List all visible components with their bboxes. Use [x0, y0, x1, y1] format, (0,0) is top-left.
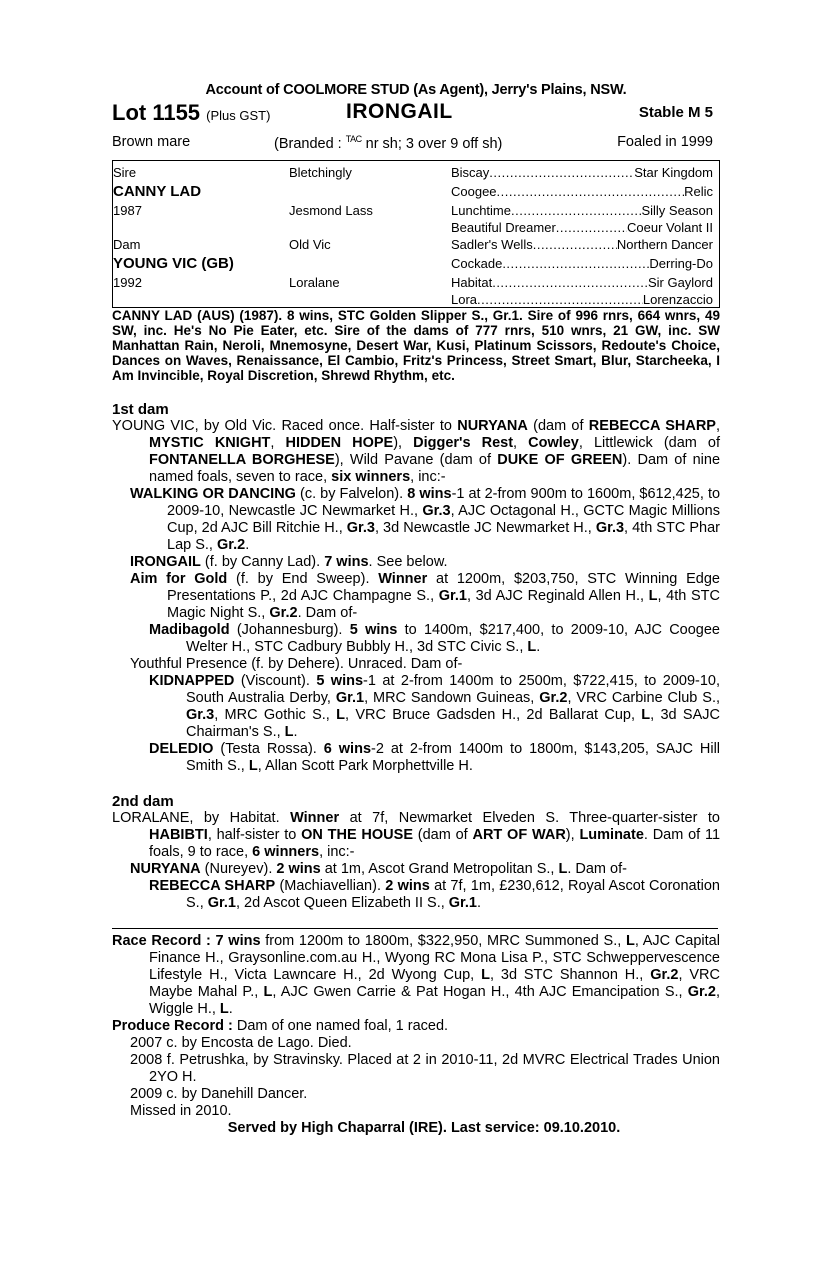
dam-name: YOUNG VIC (GB)	[113, 255, 234, 272]
brand-description	[274, 134, 502, 152]
gp-left: Coogee	[451, 184, 497, 199]
second-dam-section	[112, 793, 720, 912]
leader-dots	[511, 203, 641, 218]
grandparent-row	[451, 275, 713, 290]
gp-left: Habitat	[451, 275, 493, 290]
grandparent-row	[451, 237, 713, 252]
grandparent-row	[451, 292, 713, 307]
progeny-irongail: IRONGAIL (f. by Canny Lad). 7 wins. See below.	[130, 554, 448, 570]
catalogue-page	[112, 82, 720, 1137]
plus-gst: (Plus GST)	[206, 108, 271, 123]
sire-dam: Jesmond Lass	[289, 203, 373, 218]
produce-item: Missed in 2010.	[130, 1103, 232, 1119]
gp-left: Sadler's Wells	[451, 237, 533, 252]
vendor-account: Account of COOLMORE STUD (As Agent), Jerry's Plains, NSW.	[205, 82, 627, 98]
gp-right: Silly Season	[641, 203, 713, 218]
gp-right: Lorenzaccio	[642, 292, 713, 307]
pedigree-table	[112, 160, 720, 308]
race-record: Race Record : 7 wins from 1200m to 1800m, $322,950, MRC Summoned S., L, AJC Capital Finance H., Graysonline.com.au H., Wyong RC Mona Lisa P., STC Schweppervescence Lifestyle H., Victa Lawncare H., 2d Wyong Cup, L, 3d STC Shannon H., Gr.2, VRC Maybe Mahal P., L, AJC Gwen Carrie & Pat Hogan H., 4th AJC Emancipation S., Gr.2, Wiggle H., L.	[112, 933, 720, 1017]
dam-dam: Loralane	[289, 275, 340, 290]
dam-year: 1992	[113, 275, 142, 290]
gp-left: Beautiful Dreamer	[451, 220, 556, 235]
brand-mark: TAC	[345, 134, 362, 144]
sire-name: CANNY LAD	[113, 183, 202, 200]
progeny-madibagold: Madibagold (Johannesburg). 5 wins to 1400m, $217,400, to 2009-10, AJC Coogee Welter H., STC Cadbury Bubbly H., 3d STC Civic S., L.	[149, 622, 720, 655]
lot-number	[112, 100, 270, 126]
divider	[112, 928, 718, 929]
sire-label: Sire	[113, 165, 137, 180]
sex-colour: Brown mare	[112, 134, 191, 150]
progeny-nuryana: NURYANA (Nureyev). 2 wins at 1m, Ascot Grand Metropolitan S., L. Dam of-	[130, 861, 627, 877]
gp-right: Star Kingdom	[634, 165, 713, 180]
grandparent-row	[451, 184, 713, 199]
grandparent-row	[451, 220, 713, 235]
brand-open: (Branded :	[274, 136, 342, 152]
first-dam-section	[112, 401, 720, 775]
info-line	[112, 132, 720, 154]
grandparent-row	[451, 256, 713, 271]
produce-item: 2007 c. by Encosta de Lago. Died.	[130, 1035, 352, 1051]
gp-left: Biscay	[451, 165, 490, 180]
leader-dots	[497, 184, 685, 199]
gp-right: Derring-Do	[649, 256, 713, 271]
first-dam-intro: YOUNG VIC, by Old Vic. Raced once. Half-sister to NURYANA (dam of REBECCA SHARP, MYSTIC KNIGHT, HIDDEN HOPE), Digger's Rest, Cowley, Littlewick (dam of FONTANELLA BORGHESE), Wild Pavane (dam of DUKE OF GREEN). Dam of nine named foals, seven to race, six winners, inc:-	[112, 418, 721, 485]
gp-left: Cockade	[451, 256, 503, 271]
progeny-walking-or-dancing: WALKING OR DANCING (c. by Falvelon). 8 wins-1 at 2-from 900m to 1600m, $612,425, to 2009-10, Newcastle JC Newmarket H., Gr.3, AJC Octagonal H., GCTC Magic Millions Cup, 2d AJC Bill Ritchie H., Gr.3, 3d Newcastle JC Newmarket H., Gr.3, 4th STC Phar Lap S., Gr.2.	[130, 486, 721, 553]
served-by: Served by High Chaparral (IRE). Last service: 09.10.2010.	[227, 1120, 621, 1136]
leader-dots	[533, 237, 617, 252]
progeny-kidnapped: KIDNAPPED (Viscount). 5 wins-1 at 2-from 1400m to 2500m, $722,415, to 2009-10, South Australia Derby, Gr.1, MRC Sandown Guineas, Gr.2, VRC Carbine Club S., Gr.3, MRC Gothic S., L, VRC Bruce Gadsden H., 2d Ballarat Cup, L, 3d SAJC Chairman's S., L.	[149, 673, 721, 740]
progeny-aim-for-gold: Aim for Gold (f. by End Sweep). Winner at 1200m, $203,750, STC Winning Edge Presentations P., 2d AJC Champagne S., Gr.1, 3d AJC Reginald Allen H., L, 4th STC Magic Night S., Gr.2. Dam of-	[130, 571, 720, 621]
leader-dots	[477, 292, 643, 307]
sire-summary: CANNY LAD (AUS) (1987). 8 wins, STC Golden Slipper S., Gr.1. Sire of 996 rnrs, 664 wnrs, 49 SW, inc. He's No Pie Eater, etc. Sire of the dams of 777 rnrs, 510 wnrs, 21 GW, inc. SW Manhattan Rain, Neroli, Mnemosyne, Desert War, Kusi, Platinum Scissors, Redoute's Choice, Dances on Waves, Renaissance, El Cambio, Fritz's Princess, Street Smart, Blur, Starcheeka, I Am Invincible, Royal Discretion, Shrewd Rhythm, etc.	[112, 308, 720, 383]
leader-dots	[556, 220, 627, 235]
gp-left: Lora	[451, 292, 478, 307]
stable-location: Stable M 5	[638, 104, 713, 121]
second-dam-heading: 2nd dam	[112, 793, 174, 810]
grandparent-row	[451, 203, 713, 218]
produce-item: 2008 f. Petrushka, by Stravinsky. Placed at 2 in 2010-11, 2d MVRC Electrical Trades Union 2YO H.	[130, 1052, 720, 1085]
gp-right: Coeur Volant II	[627, 220, 713, 235]
progeny-rebecca-sharp: REBECCA SHARP (Machiavellian). 2 wins at 7f, 1m, £230,612, Royal Ascot Coronation S., Gr.1, 2d Ascot Queen Elizabeth II S., Gr.1.	[149, 878, 720, 911]
grandparent-row	[451, 165, 713, 180]
gp-right: Sir Gaylord	[647, 275, 713, 290]
dam-sire: Old Vic	[289, 237, 331, 252]
dam-label: Dam	[113, 237, 141, 252]
foaled-year: Foaled in 1999	[617, 134, 713, 150]
gp-left: Lunchtime	[451, 203, 511, 218]
sire-sire: Bletchingly	[289, 165, 352, 180]
leader-dots	[492, 275, 648, 290]
horse-name: IRONGAIL	[346, 100, 453, 123]
brand-close: nr sh; 3 over 9 off sh)	[365, 136, 503, 152]
lot-line	[112, 100, 720, 128]
gp-right: Northern Dancer	[616, 237, 713, 252]
sire-year: 1987	[113, 203, 142, 218]
produce-record: Produce Record : Dam of one named foal, 1 raced.	[112, 1018, 449, 1034]
leader-dots	[502, 256, 649, 271]
produce-item: 2009 c. by Danehill Dancer.	[130, 1086, 308, 1102]
gp-right: Relic	[684, 184, 713, 199]
records-section	[112, 933, 720, 1137]
progeny-youthful-presence: Youthful Presence (f. by Dehere). Unraced. Dam of-	[130, 656, 463, 672]
first-dam-heading: 1st dam	[112, 401, 169, 418]
second-dam-intro: LORALANE, by Habitat. Winner at 7f, Newmarket Elveden S. Three-quarter-sister to HABIBTI, half-sister to ON THE HOUSE (dam of ART OF WAR), Luminate. Dam of 11 foals, 9 to race, 6 winners, inc:-	[112, 810, 721, 860]
leader-dots	[489, 165, 634, 180]
lot-label: Lot 1155	[112, 100, 201, 125]
progeny-deledio: DELEDIO (Testa Rossa). 6 wins-2 at 2-from 1400m to 1800m, $143,205, SAJC Hill Smith S., L, Allan Scott Park Morphettville H.	[149, 741, 721, 774]
